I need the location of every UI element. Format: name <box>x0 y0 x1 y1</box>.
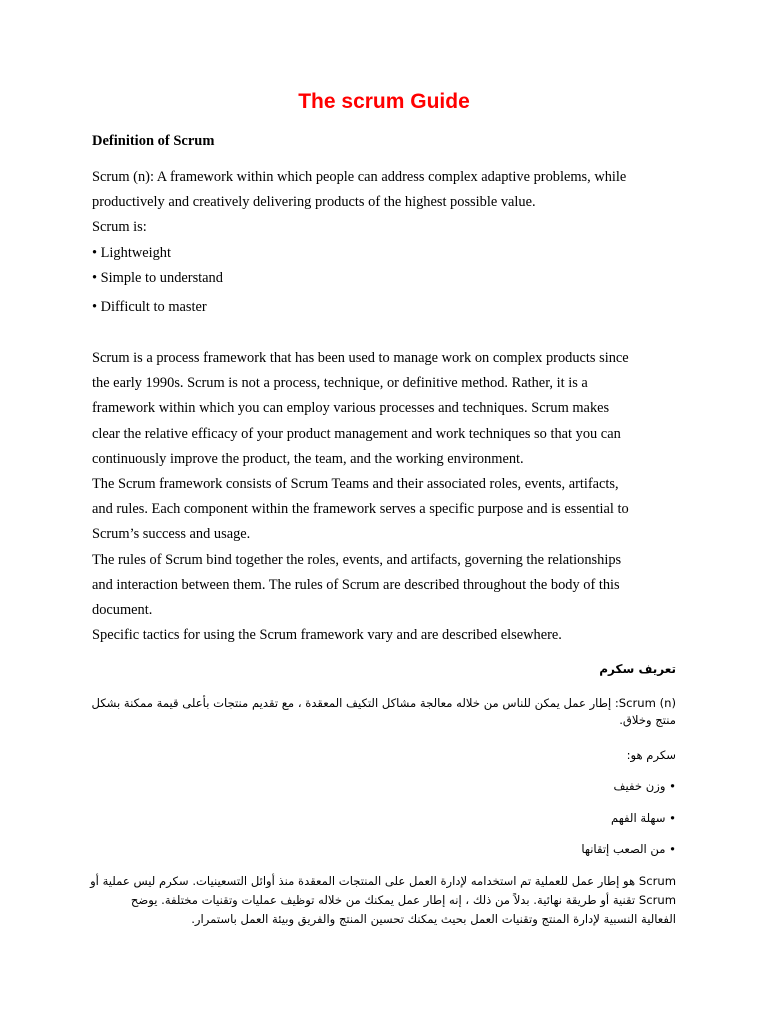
arabic-bullet-lightweight: • وزن خفيف <box>613 779 676 793</box>
paragraph-tactics <box>92 623 676 648</box>
paragraph-rules <box>92 548 676 624</box>
arabic-paragraph-line: الفعالية النسبية لإدارة المنتج وتقنيات العمل بحيث يمكنك تحسين المنتج والفريق وبيئة العمل باستمرار. <box>191 912 676 926</box>
section-heading: Definition of Scrum <box>92 133 215 149</box>
arabic-definition-line: Scrum (n): إطار عمل يمكن للناس من خلاله معالجة مشاكل التكيف المعقدة ، مع تقديم منتجات بأعلى قيمة ممكنة بشكل <box>91 696 676 710</box>
bullet-lightweight: • Lightweight <box>92 245 171 261</box>
paragraph-line: continuously improve the product, the team, and the working environment. <box>92 450 524 467</box>
document-title: The scrum Guide <box>298 90 470 113</box>
paragraph-line: the early 1990s. Scrum is not a process, technique, or definitive method. Rather, it is a <box>92 375 588 392</box>
paragraph-line: Specific tactics for using the Scrum framework vary and are described elsewhere. <box>92 627 562 644</box>
arabic-bullet-item <box>92 810 676 827</box>
paragraph-line: The rules of Scrum bind together the roles, events, and artifacts, governing the relationships <box>92 551 622 568</box>
paragraph-line: The Scrum framework consists of Scrum Teams and their associated roles, events, artifacts, <box>92 476 619 493</box>
arabic-paragraph-line: Scrum تقنية أو طريقة نهائية. بدلاً من ذلك ، إنه إطار عمل يمكنك من خلاله توظيف عمليات وتقنيات مختلفة. يوضح <box>130 893 676 907</box>
paragraph-framework-components <box>92 472 676 548</box>
arabic-bullet-item <box>92 841 676 858</box>
arabic-definition <box>92 695 676 729</box>
paragraph-line: and rules. Each component within the framework serves a specific purpose and is essential to <box>92 501 629 518</box>
bullet-item <box>92 295 676 320</box>
bullet-difficult: • Difficult to master <box>92 299 207 315</box>
arabic-paragraph-line: Scrum هو إطار عمل للعملية تم استخدامه لإدارة العمل على المنتجات المعقدة منذ أوائل التسعينيات. سكرم ليس عملية أو <box>90 874 676 888</box>
paragraph-line: document. <box>92 602 153 619</box>
paragraph-process-framework <box>92 346 676 472</box>
arabic-bullet-simple: • سهلة الفهم <box>611 811 676 825</box>
arabic-paragraph <box>92 872 676 929</box>
paragraph-line: and interaction between them. The rules of Scrum are described throughout the body of this <box>92 576 620 593</box>
body-paragraphs <box>92 346 676 648</box>
bullet-simple: • Simple to understand <box>92 270 223 286</box>
bullet-item <box>92 266 676 291</box>
bullet-item <box>92 241 676 266</box>
paragraph-line: clear the relative efficacy of your product management and work techniques so that you can <box>92 425 621 442</box>
definition-line: productively and creatively delivering products of the highest possible value. <box>92 194 536 211</box>
definition-line: Scrum (n): A framework within which people can address complex adaptive problems, while <box>92 169 627 185</box>
paragraph-line: Scrum is a process framework that has been used to manage work on complex products since <box>92 350 629 366</box>
arabic-scrum-is-text: سكرم هو: <box>626 748 676 762</box>
arabic-definition-line: منتج وخلاق. <box>619 713 676 727</box>
definition-paragraph <box>92 165 676 241</box>
paragraph-line: framework within which you can employ various processes and techniques. Scrum makes <box>92 400 610 417</box>
arabic-heading: تعريف سكرم <box>599 662 676 676</box>
scrum-is-label: Scrum is: <box>92 219 147 236</box>
arabic-bullet-difficult: • من الصعب إتقانها <box>581 842 676 856</box>
arabic-scrum-is-label <box>92 747 676 764</box>
paragraph-line: Scrum’s success and usage. <box>92 526 251 543</box>
arabic-bullet-item <box>92 778 676 795</box>
